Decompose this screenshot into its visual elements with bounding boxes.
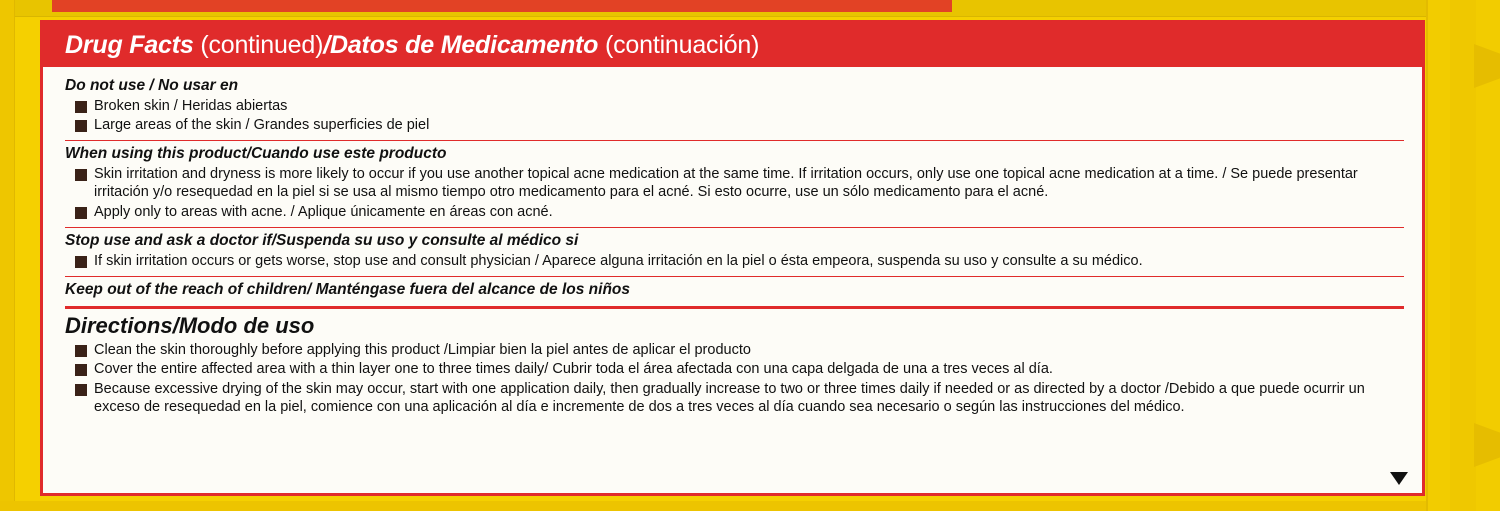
carton-bottom-edge xyxy=(0,501,1430,511)
list-item xyxy=(65,203,1404,221)
drug-facts-body xyxy=(43,67,1422,416)
carton-left-edge xyxy=(0,0,15,511)
carton-red-sliver xyxy=(52,0,952,12)
section-heading: Stop use and ask a doctor if/Suspenda su uso y consulte al médico si xyxy=(65,231,579,249)
square-bullet-icon xyxy=(75,101,87,113)
list-item xyxy=(65,360,1404,378)
list-item-text: Clean the skin thoroughly before applying this product /Limpiar bien la piel antes de aplicar el producto xyxy=(94,342,751,359)
directions-divider xyxy=(65,306,1404,309)
list-item xyxy=(65,97,1404,115)
list-item xyxy=(65,252,1404,270)
list-item-text: Large areas of the skin / Grandes superficies de piel xyxy=(94,117,430,134)
section-when-using xyxy=(65,145,1404,221)
directions-heading: Directions/Modo de uso xyxy=(65,312,315,338)
list-item-text: Broken skin / Heridas abiertas xyxy=(94,97,288,114)
square-bullet-icon xyxy=(75,384,87,396)
drug-facts-header xyxy=(43,23,1422,67)
square-bullet-icon xyxy=(75,169,87,181)
drug-facts-title xyxy=(65,30,760,59)
square-bullet-icon xyxy=(75,256,87,268)
list-item xyxy=(65,116,1404,134)
carton-fold-shade xyxy=(1450,0,1476,511)
section-do-not-use xyxy=(65,77,1404,134)
section-keep-out-of-reach xyxy=(65,281,1404,299)
section-divider xyxy=(65,140,1404,141)
title-regular-en: (continued) xyxy=(193,30,324,59)
square-bullet-icon xyxy=(75,345,87,357)
list-item xyxy=(65,380,1404,417)
section-heading: When using this product/Cuando use este producto xyxy=(65,145,447,163)
section-heading: Keep out of the reach of children/ Manténgase fuera del alcance de los niños xyxy=(65,281,631,299)
section-divider xyxy=(65,227,1404,228)
square-bullet-icon xyxy=(75,120,87,132)
list-item-text: Apply only to areas with acne. / Aplique únicamente en áreas con acné. xyxy=(94,203,553,220)
section-heading: Do not use / No usar en xyxy=(65,77,239,94)
section-directions xyxy=(65,314,1404,416)
section-stop-use xyxy=(65,232,1404,270)
list-item-text: Cover the entire affected area with a thin layer one to three times daily/ Cubrir toda el área afectada con una capa delgada de una a tres veces al día. xyxy=(94,361,1053,378)
title-bold-en: Drug Facts xyxy=(65,30,194,59)
list-item-text: Because excessive drying of the skin may occur, start with one application daily, then gradually increase to two or three times daily if needed or as directed by a doctor /Debido a que puede ocurrir un exceso de resequedad en la piel, comience con una aplicación al día e incremente de dos a tres veces al día cuando sea necesario o según las instrucciones del médico. xyxy=(94,380,1365,415)
section-divider xyxy=(65,276,1404,277)
title-regular-es: (continuación) xyxy=(598,30,760,59)
square-bullet-icon xyxy=(75,364,87,376)
list-item xyxy=(65,165,1404,202)
title-bold-es: /Datos de Medicamento xyxy=(323,30,599,59)
list-item xyxy=(65,341,1404,359)
square-bullet-icon xyxy=(75,207,87,219)
carton-right-fold xyxy=(1426,0,1500,511)
list-item-text: Skin irritation and dryness is more likely to occur if you use another topical acne medication at the same time. If irritation occurs, only use one topical acne medication at a time. / Se puede presentar irritación y/o resequedad en la piel si se usa al mismo tiempo otro medicamento para el acné. Si esto ocurre, use un sólo medicamento para el acné. xyxy=(94,166,1358,201)
carton-fold-notch-bottom xyxy=(1474,423,1500,467)
drug-facts-panel xyxy=(40,20,1425,496)
list-item-text: If skin irritation occurs or gets worse, stop use and consult physician / Aparece alguna irritación en la piel o ésta empeora, suspenda su uso y consulte a su médico. xyxy=(94,252,1143,269)
carton-fold-notch-top xyxy=(1474,44,1500,88)
continued-arrow-icon xyxy=(1390,472,1408,485)
